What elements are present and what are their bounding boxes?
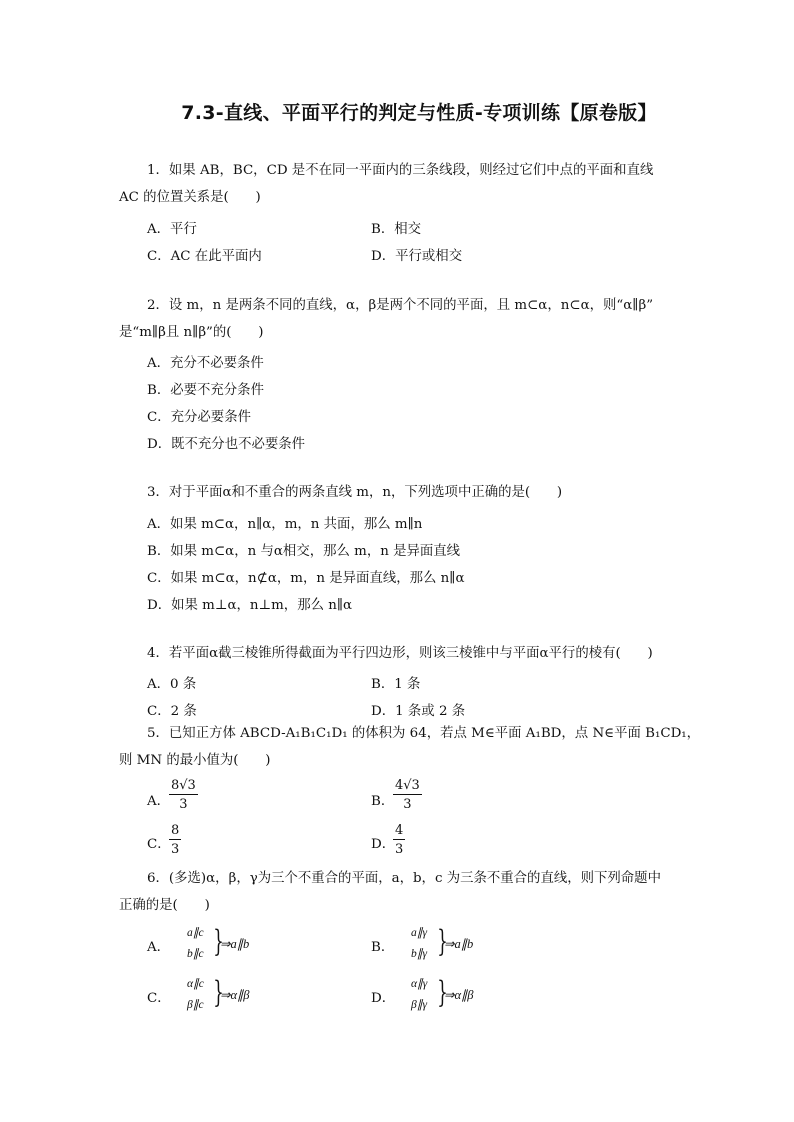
q1-stem-line2: AC 的位置关系是( ) [119, 190, 261, 205]
q6-option-b-result: ⇒a∥b [444, 937, 474, 951]
q4-option-b: B．1 条 [371, 677, 421, 692]
q2-stem-line1: 2．设 m，n 是两条不同的直线，α，β是两个不同的平面，且 m⊂α，n⊂α，则“α∥β” [147, 298, 654, 313]
q6-option-b-label: B． [371, 940, 395, 955]
q6-option-b-row1: a∥γ [411, 927, 428, 939]
q5-option-d-label: D． [371, 837, 396, 852]
q5-option-c-denominator: 3 [171, 842, 180, 857]
q5-stem-line2: 则 MN 的最小值为( ) [119, 753, 271, 768]
q4-option-d: D．1 条或 2 条 [371, 704, 466, 719]
q5-option-a-fraction [169, 778, 198, 812]
q5-option-a-numerator: 8√3 [171, 778, 196, 793]
q6-stem-line1: 6．(多选)α，β，γ为三个不重合的平面，a，b，c 为三条不重合的直线，则下列命题中 [147, 871, 661, 886]
q6-option-d-result: ⇒α∥β [444, 988, 474, 1002]
q6-option-a-brace: } [213, 924, 224, 959]
q6-stem-line2: 正确的是( ) [119, 898, 210, 913]
q3-option-b: B．如果 m⊂α，n 与α相交，那么 m，n 是异面直线 [147, 544, 461, 559]
q3-option-a: A．如果 m⊂α，n∥α，m，n 共面，那么 m∥n [147, 517, 423, 532]
q6-option-b-row2: b∥γ [411, 948, 428, 960]
q5-option-c-label: C． [147, 837, 171, 852]
q5-stem-line1: 5．已知正方体 ABCD-A₁B₁C₁D₁ 的体积为 64，若点 M∈平面 A₁BD，点 N∈平面 B₁CD₁， [147, 726, 701, 741]
q5-option-b-numerator: 4√3 [395, 778, 420, 793]
q5-option-d-fraction [393, 823, 405, 857]
q6-option-c-brace: } [213, 975, 224, 1010]
q1-stem-line1: 1．如果 AB，BC，CD 是不在同一平面内的三条线段，则经过它们中点的平面和直线 [147, 163, 654, 178]
q6-option-d-brace: } [437, 975, 448, 1010]
q6-option-d-row1: α∥γ [411, 978, 428, 990]
q6-option-d-system [411, 976, 531, 1020]
q6-option-b-system [411, 925, 531, 969]
q6-option-a-row1: a∥c [187, 927, 204, 939]
q5-option-a-denominator: 3 [179, 797, 188, 812]
q6-option-a-result: ⇒a∥b [220, 937, 250, 951]
q2-option-d: D．既不充分也不必要条件 [147, 437, 306, 452]
q4-stem-line1: 4．若平面α截三棱锥所得截面为平行四边形，则该三棱锥中与平面α平行的棱有( ) [147, 646, 653, 661]
q5-option-b-denominator: 3 [403, 797, 412, 812]
q2-option-a: A．充分不必要条件 [147, 356, 264, 371]
q5-option-b-fraction [393, 778, 422, 812]
q6-option-a-row2: b∥c [187, 948, 204, 960]
page-title-text: 7.3-直线、平面平行的判定与性质-专项训练【原卷版】 [181, 102, 657, 124]
q2-stem-line2: 是“m∥β且 n∥β”的( ) [119, 325, 264, 340]
q5-option-b-label: B． [371, 794, 395, 809]
q1-option-c: C．AC 在此平面内 [147, 249, 262, 264]
q1-option-b: B．相交 [371, 222, 422, 237]
q5-option-c-numerator: 8 [171, 823, 180, 838]
q6-option-b-brace: } [437, 924, 448, 959]
page-title [0, 98, 794, 125]
q4-option-c: C．2 条 [147, 704, 197, 719]
q6-option-d-label: D． [371, 991, 396, 1006]
q5-option-c-fraction [169, 823, 181, 857]
q3-option-d: D．如果 m⊥α，n⊥m，那么 n∥α [147, 598, 353, 613]
q2-option-b: B．必要不充分条件 [147, 383, 264, 398]
q6-option-d-row2: β∥γ [411, 999, 428, 1011]
q6-option-c-row2: β∥c [187, 999, 204, 1011]
q3-stem-line1: 3．对于平面α和不重合的两条直线 m，n，下列选项中正确的是( ) [147, 485, 563, 500]
q4-option-a: A．0 条 [147, 677, 197, 692]
q6-option-a-system [187, 925, 307, 969]
q5-option-d-numerator: 4 [395, 823, 404, 838]
q2-option-c: C．充分必要条件 [147, 410, 251, 425]
q6-option-c-label: C． [147, 991, 171, 1006]
q1-option-d: D．平行或相交 [371, 249, 463, 264]
q1-option-a: A．平行 [147, 222, 197, 237]
q6-option-c-system [187, 976, 307, 1020]
q5-option-d-denominator: 3 [395, 842, 404, 857]
q3-option-c: C．如果 m⊂α，n⊄α，m，n 是异面直线，那么 n∥α [147, 571, 465, 586]
q6-option-c-result: ⇒α∥β [220, 988, 250, 1002]
q6-option-a-label: A． [147, 940, 171, 955]
q6-option-c-row1: α∥c [187, 978, 204, 990]
q5-option-a-label: A． [147, 794, 171, 809]
